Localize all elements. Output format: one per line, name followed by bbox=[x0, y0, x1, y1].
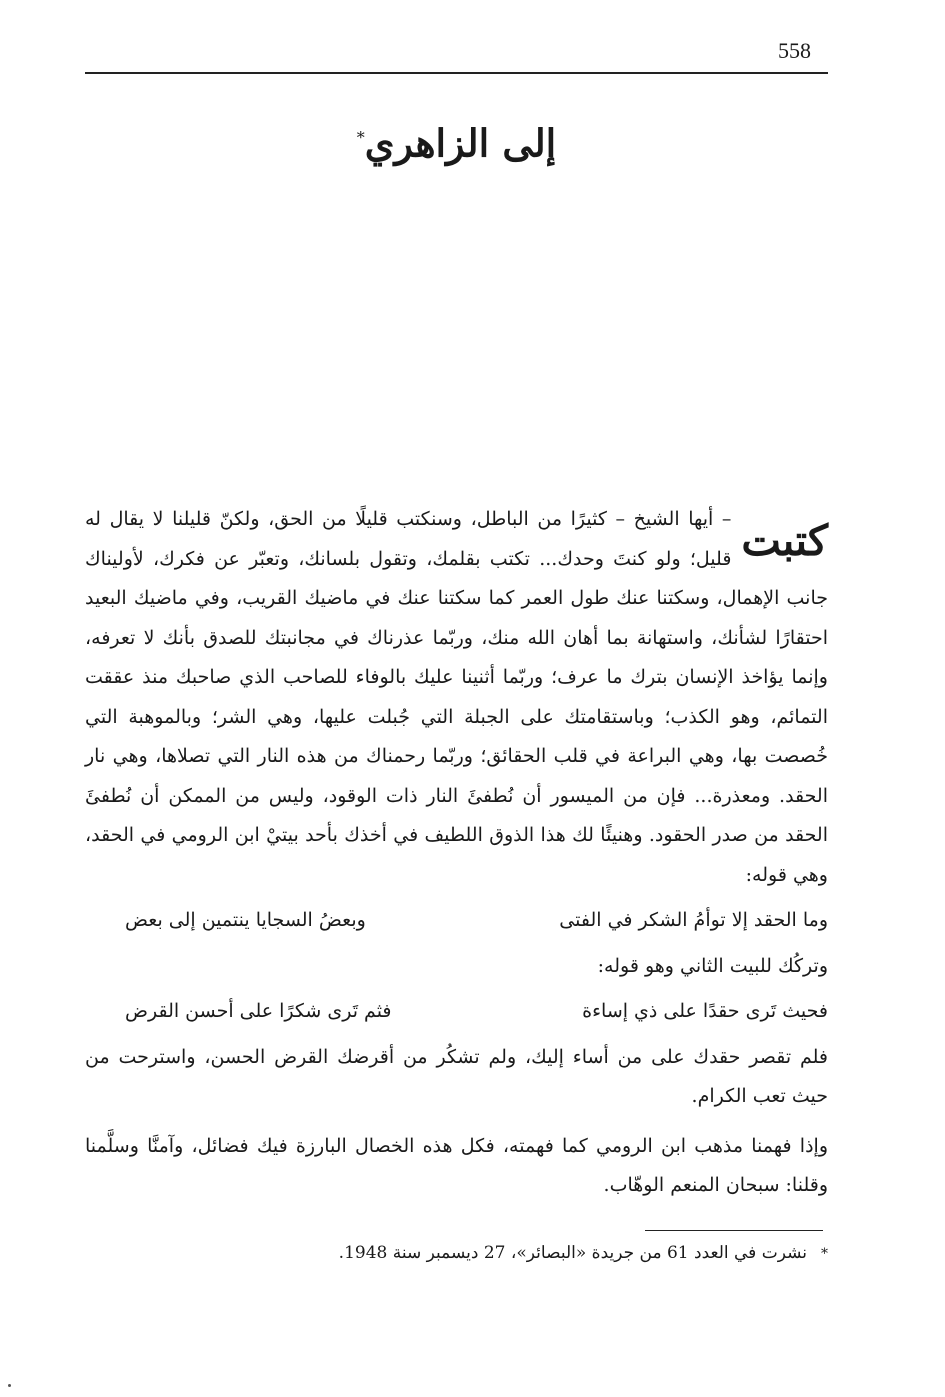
footnote-mark: * bbox=[821, 1246, 828, 1262]
paragraph-line: وفي ماضيك البعيد احتقارًا لشأنك، واستهانة بما أهان الله منك، وربّما عذرناك في مجانبتك bbox=[85, 587, 828, 649]
paragraph-gap bbox=[85, 1117, 828, 1127]
paragraph-line: هذا الذوق اللطيف في أخذك بأحد بيتيْ ابن الرومي في الحقد، وهي قوله: bbox=[85, 824, 828, 886]
footnote-rule bbox=[645, 1230, 823, 1231]
verse-1-second-hemistich: وبعضُ السجايا ينتمين إلى بعض bbox=[125, 909, 366, 931]
article-body bbox=[85, 500, 828, 1206]
footnote-text: نشرت في العدد 61 من جريدة «البصائر»، 27 ديسمبر سنة 1948. bbox=[338, 1243, 807, 1263]
page-title bbox=[85, 108, 828, 174]
verse-intro: وتركُك للبيت الثاني وهو قوله: bbox=[597, 954, 828, 977]
paragraph-line: للصاحب الذي صاحبك منذ عققت التمائم، وهو الكذب؛ وباستقامتك على الجبلة التي bbox=[85, 666, 828, 728]
paragraph-line: نُطفئَ النار ذات الوقود، وليس من الممكن أن نُطفئَ الحقد من صدر الحقود. وهنيئًا لك bbox=[85, 784, 828, 846]
paragraph-line: واسترحت من حيث تعب الكرام. bbox=[85, 1045, 828, 1107]
footnote bbox=[85, 1238, 828, 1269]
verse-2-first-hemistich: فحيث تَرى حقدًا على ذي إساءة bbox=[582, 1000, 828, 1022]
paragraph-1 bbox=[85, 500, 828, 895]
paragraph-line: لأوليناك جانب الإهمال، وسكتنا عنك طول العمر كما سكتنا عنك في ماضيك القريب، bbox=[85, 547, 828, 609]
scan-speck bbox=[8, 1384, 11, 1387]
verse-1 bbox=[85, 901, 828, 941]
header-rule bbox=[85, 72, 828, 74]
paragraph-line: – أيها الشيخ – كثيرًا من الباطل، وسنكتب قليلًا من الحق، ولكنّ قليلنا لا يقال bbox=[109, 508, 732, 530]
paragraph-line: فلم تقصر حقدك على من أساء إليك، ولم تشكُر من أقرضك القرض الحسن، bbox=[204, 1045, 828, 1068]
paragraph-line: وإذا فهمنا مذهب ابن الرومي كما فهمته، فكل هذه الخصال البارزة فيك فضائل، bbox=[191, 1134, 828, 1157]
verse-1-first-hemistich: وما الحقد إلا توأمُ الشكر في الفتى bbox=[559, 909, 828, 931]
paragraph-2 bbox=[85, 1038, 828, 1117]
paragraph-line: وربّما رحمناك من هذه النار التي تصلاها، وهي نار الحقد. ومعذرة... فإن من الميسور أن bbox=[85, 745, 828, 807]
page-number: 558 bbox=[778, 38, 811, 63]
paragraph-line: جُبلت عليها، وهي الشر؛ وبالموهبة التي خُصصت بها، وهي البراعة في قلب الحقائق؛ bbox=[85, 705, 828, 767]
paragraph-line: للصدق بأنك لا تعرفه، وإنما يؤاخذ الإنسان بترك ما عرف؛ وربّما أثنينا عليك بالوفاء bbox=[85, 626, 828, 688]
paragraph-3 bbox=[85, 1127, 828, 1206]
verse-2-second-hemistich: فثم تَرى شكرًا على أحسن القرض bbox=[125, 1000, 392, 1022]
dropcap-word: كتبت bbox=[741, 516, 828, 565]
title-text: إلى الزاهري bbox=[364, 120, 557, 166]
paragraph-line: وآمنَّا وسلَّمنا وقلنا: سبحان المنعم الوهّاب. bbox=[85, 1134, 828, 1196]
paragraph-line: له قليل؛ ولو كنتَ وحدك... تكتب بقلمك، وتقول بلسانك، وتعبّر عن فكرك، bbox=[85, 508, 732, 570]
verse-2 bbox=[85, 992, 828, 1032]
title-footnote-mark: * bbox=[356, 128, 365, 147]
